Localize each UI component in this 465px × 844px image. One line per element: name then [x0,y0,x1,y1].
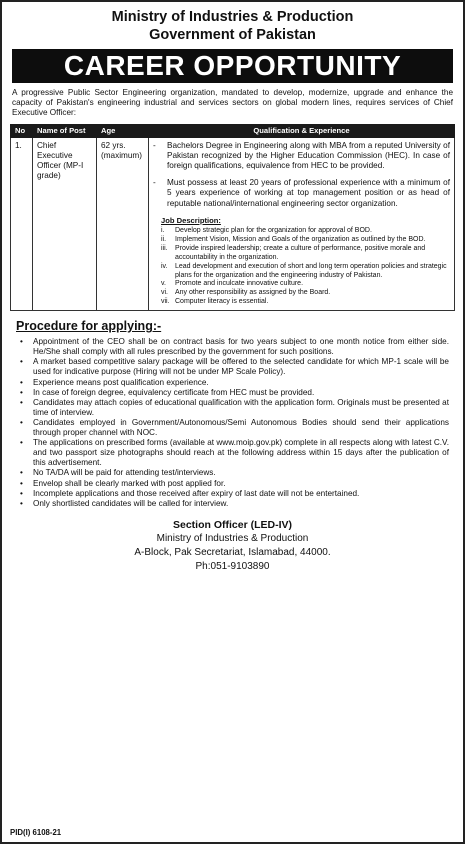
list-item [161,227,450,236]
job-description-title: Job Description: [161,215,221,225]
header-qualification: Qualification & Experience [149,124,455,137]
list-item [161,236,450,245]
list-item [161,263,450,281]
procedure-title: Procedure for applying:- [16,319,162,334]
list-num: vii. [161,298,170,306]
bullet-icon: • [20,498,23,508]
list-text: Provide inspired leadership; create a culture of performance, positive morale and accountability in the organization. [175,244,426,261]
list-text: In case of foreign degree, equivalency certificate from HEC must be provided. [33,387,315,397]
section-officer: Section Officer (LED-IV) [172,518,292,531]
list-item [20,438,449,468]
list-num: iv. [161,262,168,270]
contact-address [10,518,455,574]
header-age: Age [97,124,149,137]
header-post: Name of Post [33,124,97,137]
list-item [20,418,449,438]
list-item [20,388,449,398]
dash-icon: - [153,140,156,150]
bullet-icon: • [20,387,23,397]
qualification-text: Must possess at least 20 years of professional experience with a minimum of 5 years experience of working at top management position or as head of reputable national/international engineering sector organization. [167,178,450,208]
qualification-item [153,178,450,209]
list-text: Candidates employed in Government/Autonomous/Semi Autonomous Bodies should send their applications through proper channel with NOC. [33,417,449,438]
list-text: No TA/DA will be paid for attending test/interviews. [33,468,216,478]
list-text: Appointment of the CEO shall be on contract basis for two years subject to one month notice from either side. He/She shall comply with all rules prescribed by the government for such positions. [33,337,449,357]
list-text: Incomplete applications and those received after expiry of last date will not be entertained. [33,488,360,498]
list-item [161,280,450,289]
list-text: Lead development and execution of short and long term operation policies and strategic plans for the organization and the engineering industry of Pakistan. [175,262,447,279]
list-text: Experience means post qualification experience. [33,377,209,387]
list-item [20,357,449,377]
list-item [20,499,449,509]
career-banner: CAREER OPPORTUNITY [12,49,453,83]
header-no: No [11,124,33,137]
list-text: The applications on prescribed forms (available at www.moip.gov.pk) complete in all respects along with latest C.V. and two passport size photographs should reach at the following address within 15 days after the publication of this advertisement. [33,438,449,468]
ministry-title: Ministry of Industries & Production [111,9,354,25]
list-num: ii. [161,235,167,243]
list-text: Implement Vision, Mission and Goals of the organization as outlined by the BOD. [175,235,426,243]
list-text: Promote and inculcate innovative culture. [175,280,304,288]
bullet-icon: • [20,377,23,387]
post-table [10,124,455,312]
government-title: Government of Pakistan [149,27,316,43]
pid-number: PID(I) 6108-21 [10,828,62,837]
list-item [161,245,450,263]
list-text: Develop strategic plan for the organization for approval of BOD. [175,227,372,235]
table-header-row [11,124,455,137]
bullet-icon: • [20,438,23,448]
cell-qualification [149,137,455,311]
qualification-item [153,141,450,172]
list-item [20,378,449,388]
address-ministry: Ministry of Industries & Production [156,532,309,544]
address-location: A-Block, Pak Secretariat, Islamabad, 44000. [134,546,331,558]
dash-icon: - [153,178,156,188]
cell-age: 62 yrs. (maximum) [97,137,149,311]
list-num: v. [161,280,166,288]
bullet-icon: • [20,357,23,367]
qualification-text: Bachelors Degree in Engineering along with MBA from a reputed University of Pakistan recognized by the Higher Education Commission (HEC). In case of foreign qualifications, equivalence from HEC to be provided. [167,140,450,171]
cell-no: 1. [11,137,33,311]
list-text: A market based competitive salary package will be offered to the selected candidate for which MP-1 scale will be used for indicative purpose (Hiring will not be under MP Scale Policy). [33,357,449,377]
list-num: vi. [161,289,168,297]
bullet-icon: • [20,488,23,498]
list-item [20,479,449,489]
list-text: Any other responsibility as assigned by the Board. [175,289,331,297]
list-text: Only shortlisted candidates will be called for interview. [33,498,229,508]
cell-post: Chief Executive Officer (MP-I grade) [33,137,97,311]
bullet-icon: • [20,478,23,488]
bullet-icon: • [20,337,23,347]
list-text: Computer literacy is essential. [175,298,269,306]
list-text: Envelop shall be clearly marked with post applied for. [33,478,226,488]
list-item [20,489,449,499]
list-num: i. [161,227,165,235]
list-item [161,298,450,307]
list-num: iii. [161,244,168,252]
list-item [20,398,449,418]
address-phone: Ph:051-9103890 [195,560,270,572]
bullet-icon: • [20,397,23,407]
bullet-icon: • [20,468,23,478]
procedure-list [20,337,449,509]
list-text: Candidates may attach copies of educational qualification with the application form. Originals must be presented at time of interview. [33,397,449,417]
intro-paragraph: A progressive Public Sector Engineering organization, mandated to develop, modernize, upgrade and enhance the capacity of Pakistan's engineering industrial and services sectors on global modern lines, requires services of Chief Executive Officer: [12,88,453,118]
job-description-list [161,227,450,307]
bullet-icon: • [20,417,23,427]
list-item [161,289,450,298]
list-item [20,468,449,478]
table-row [11,137,455,311]
list-item [20,337,449,357]
